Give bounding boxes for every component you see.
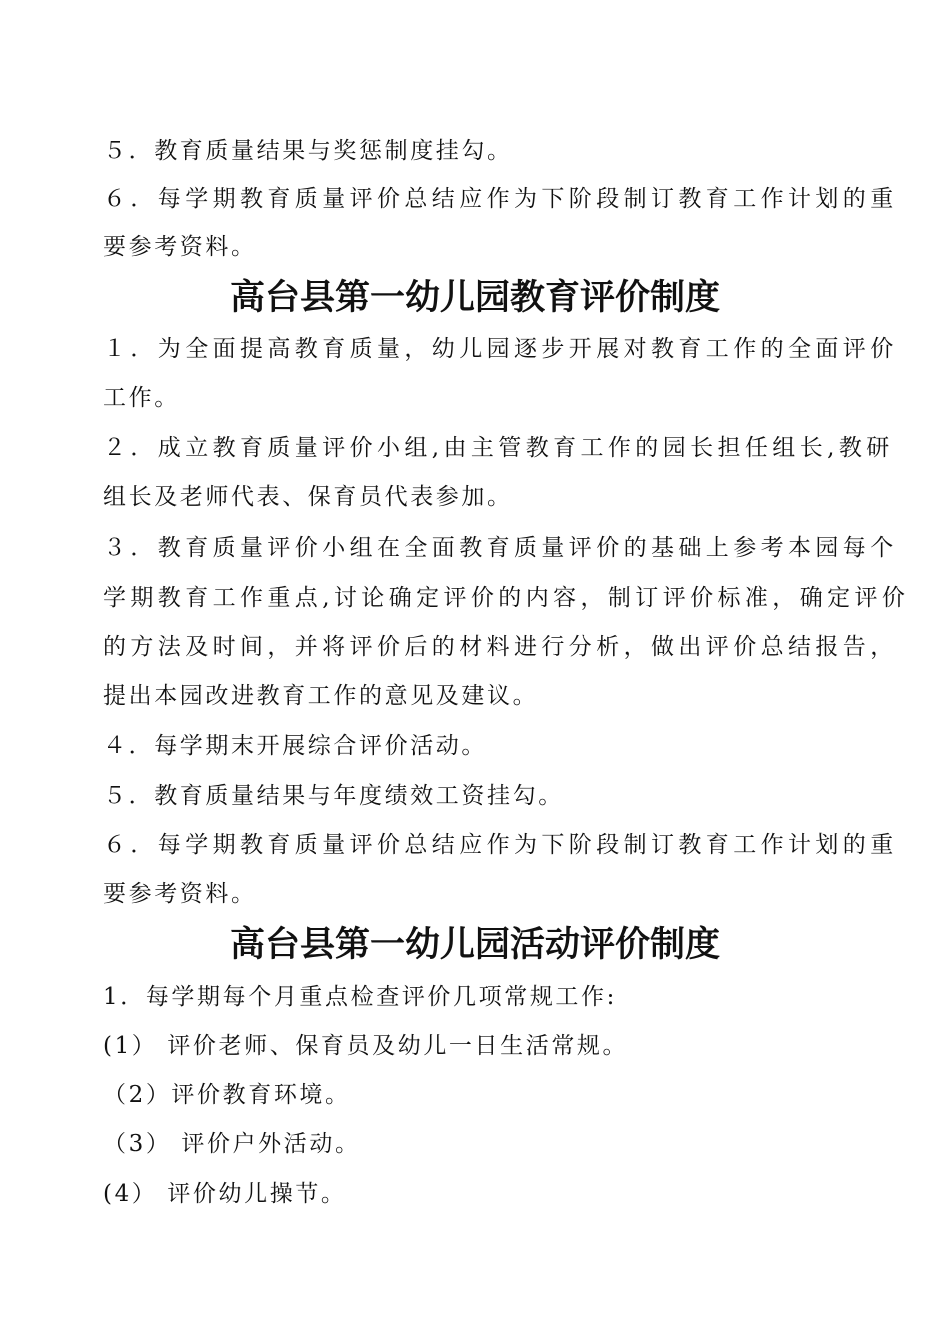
act-subitem-3: （3） 评价户外活动。 xyxy=(103,1131,361,1157)
prev-item-6-line-1: ６．每学期教育质量评价总结应作为下阶段制订教育工作计划的重 xyxy=(103,186,898,212)
edu-item-3-line-1: ３．教育质量评价小组在全面教育质量评价的基础上参考本园每个 xyxy=(103,535,898,561)
edu-item-6-line-1: ６．每学期教育质量评价总结应作为下阶段制订教育工作计划的重 xyxy=(103,832,898,858)
edu-item-6-line-2: 要参考资料。 xyxy=(103,881,257,907)
edu-item-1-line-2: 工作。 xyxy=(103,385,180,411)
edu-item-5: ５．教育质量结果与年度绩效工资挂勾。 xyxy=(103,783,564,809)
edu-item-3-line-4: 提出本园改进教育工作的意见及建议。 xyxy=(103,683,539,709)
edu-item-3-line-3: 的方法及时间，并将评价后的材料进行分析，做出评价总结报告， xyxy=(103,634,898,660)
edu-item-1-line-1: １．为全面提高教育质量，幼儿园逐步开展对教育工作的全面评价 xyxy=(103,336,898,362)
activity-section-title: 高台县第一幼儿园活动评价制度 xyxy=(229,924,720,965)
act-subitem-2: （2）评价教育环境。 xyxy=(103,1082,351,1108)
prev-item-5: ５．教育质量结果与奖惩制度挂勾。 xyxy=(103,138,513,164)
edu-item-3-line-2: 学期教育工作重点,讨论确定评价的内容，制订评价标准，确定评价 xyxy=(103,585,910,611)
act-subitem-4: (4） 评价幼儿操节。 xyxy=(103,1181,347,1207)
prev-item-6-line-2: 要参考资料。 xyxy=(103,234,257,260)
act-item-1: 1．每学期每个月重点检查评价几项常规工作: xyxy=(103,984,617,1010)
act-subitem-1: (1） 评价老师、保育员及幼儿一日生活常规。 xyxy=(103,1033,629,1059)
edu-item-4: ４．每学期末开展综合评价活动。 xyxy=(103,733,487,759)
edu-item-2-line-1: ２．成立教育质量评价小组,由主管教育工作的园长担任组长,教研 xyxy=(103,435,894,461)
edu-item-2-line-2: 组长及老师代表、保育员代表参加。 xyxy=(103,484,513,510)
education-section-title: 高台县第一幼儿园教育评价制度 xyxy=(229,277,720,318)
